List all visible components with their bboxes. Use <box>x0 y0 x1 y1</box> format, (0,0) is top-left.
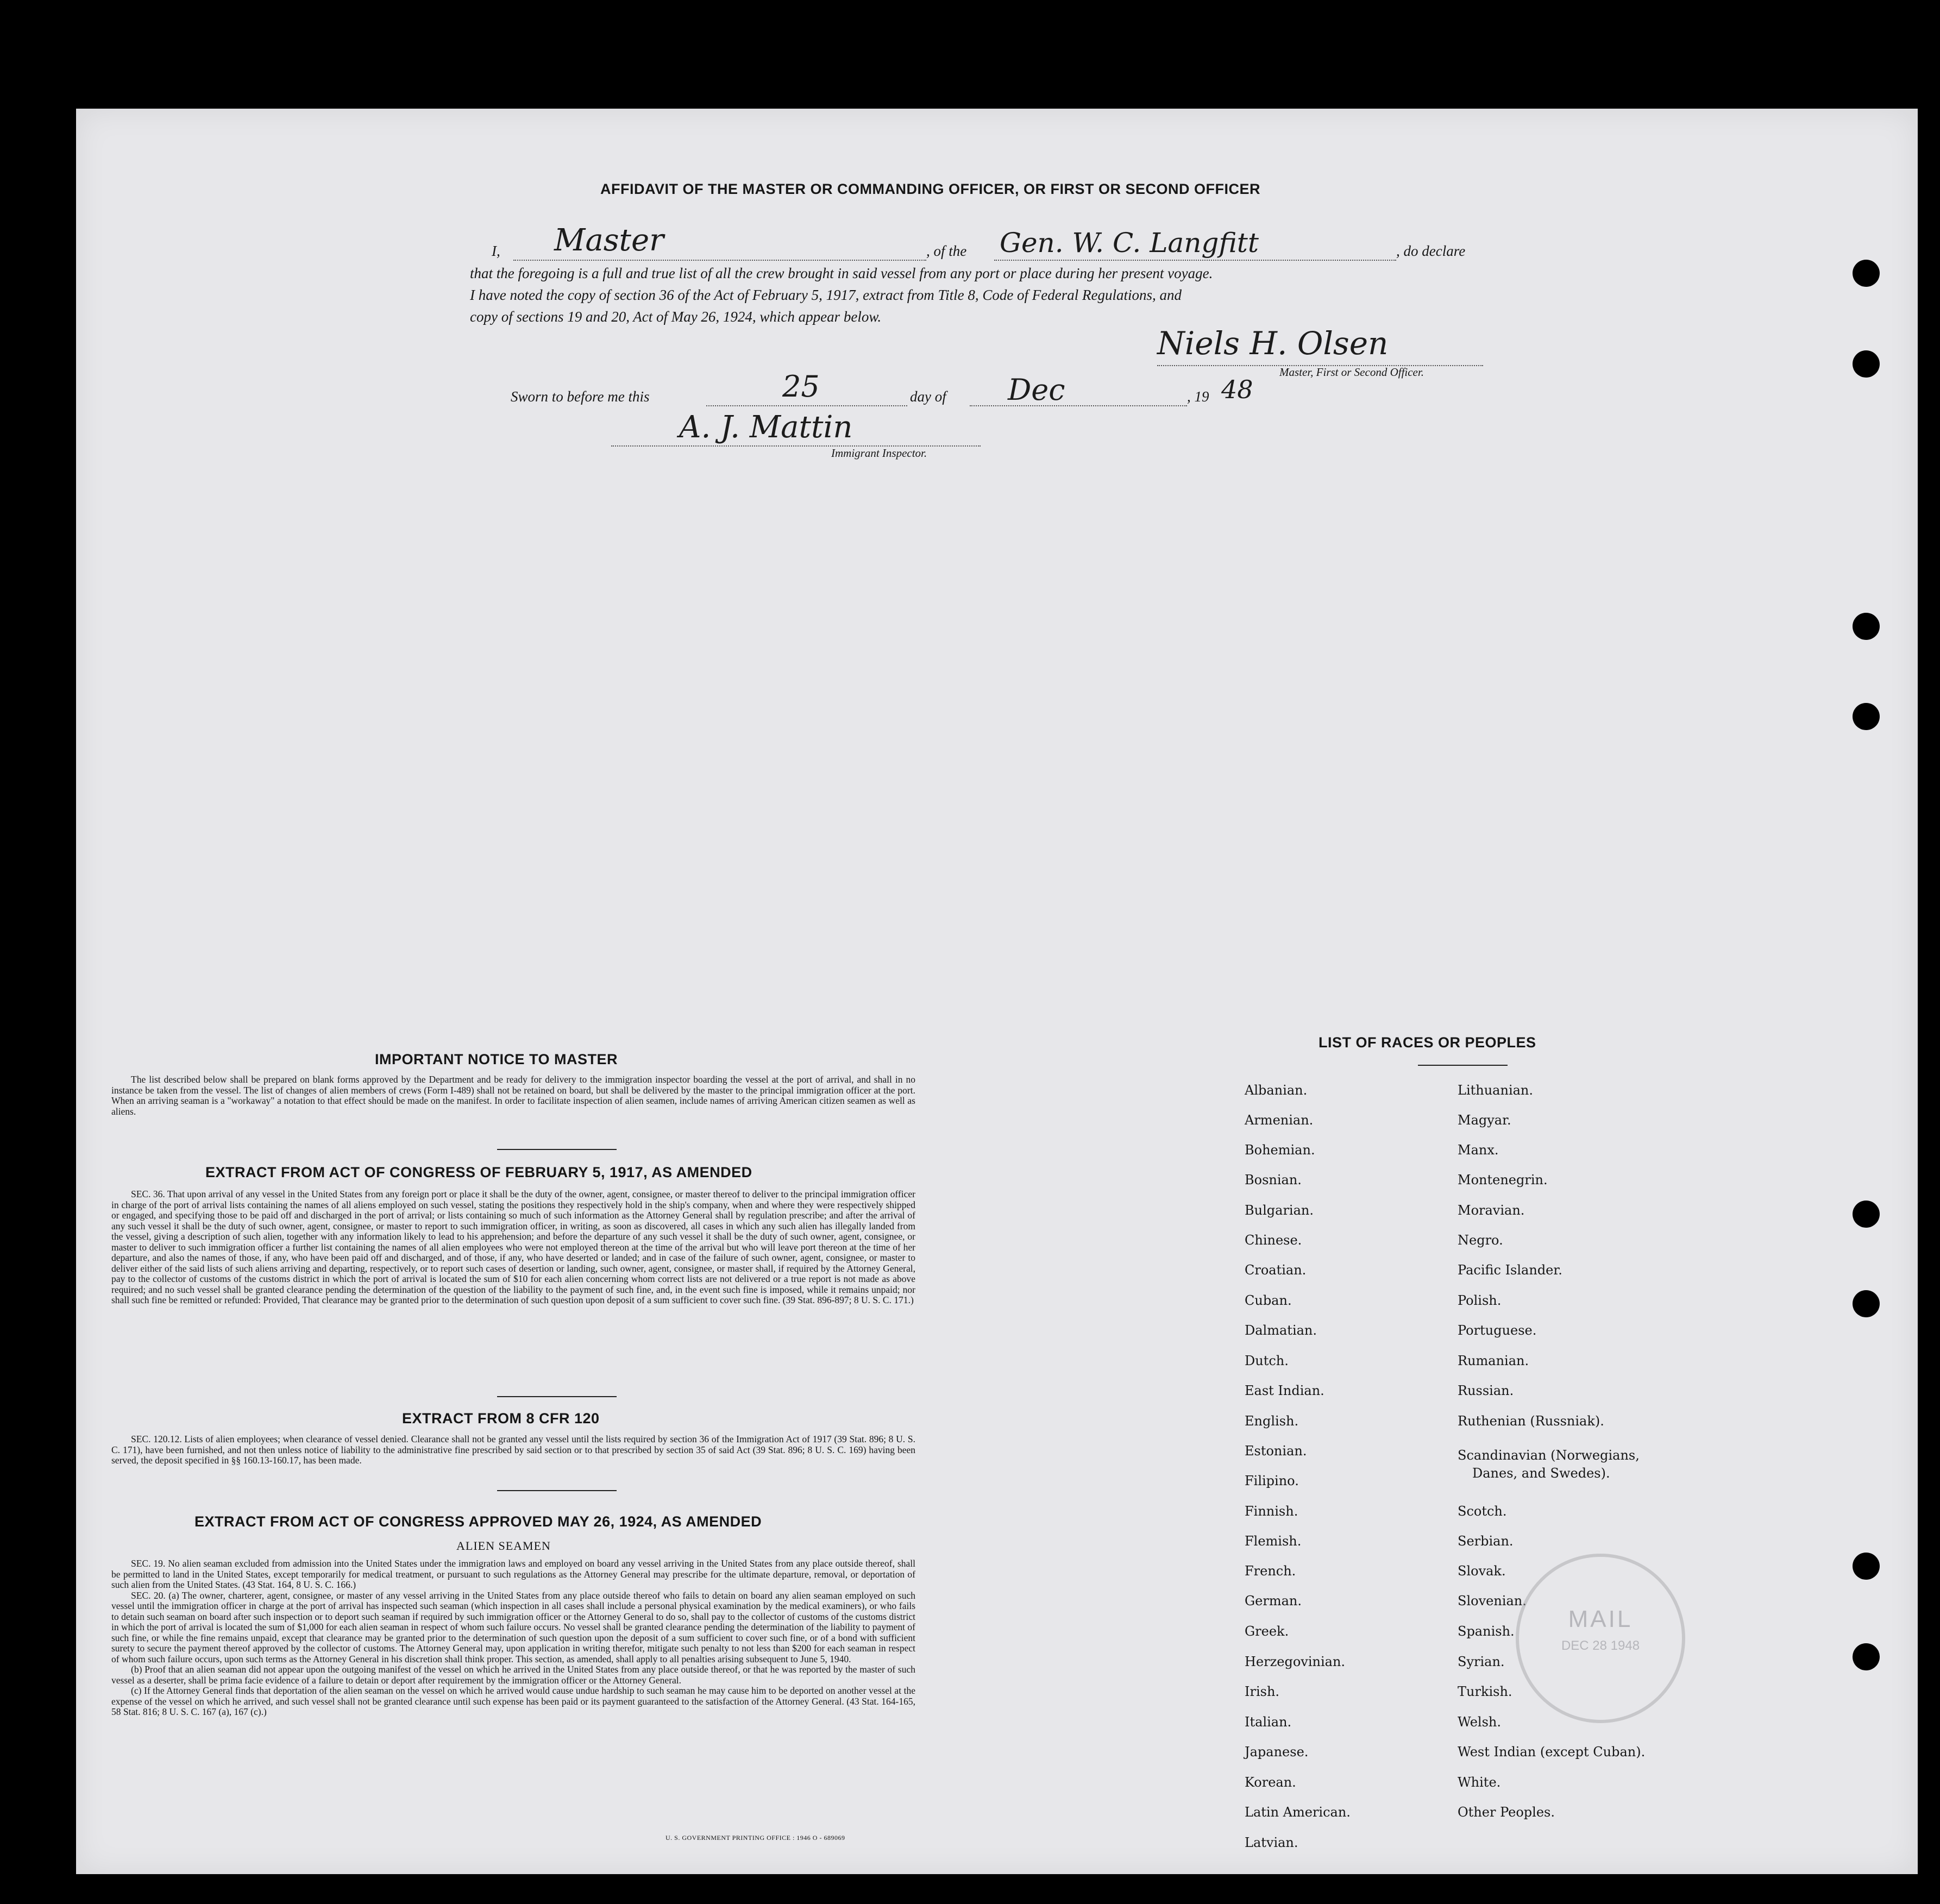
race-item: Filipino. <box>1245 1473 1299 1488</box>
race-item: Syrian. <box>1458 1654 1505 1669</box>
race-item: English. <box>1245 1413 1299 1429</box>
month-field-value: Dec <box>1008 373 1065 407</box>
extract-1917-title: EXTRACT FROM ACT OF CONGRESS OF FEBRUARY 5, 1917, AS AMENDED <box>205 1164 752 1180</box>
section-36-text: SEC. 36. That upon arrival of any vessel in the United States from any foreign port or place it shall be the duty of the owner, agent, consignee, or master thereof to deliver to the principal immigration officer in charge of the port of arrival lists containing the names of all aliens employed on such vessel, stating the positions they respectively hold in the ship's company, when and where they were respectively shipped or engaged, and specifying those to be paid off and discharged in the port of arrival; or lists containing so much of such information as the Attorney General shall by regulation prescribe; and after the arrival of any such vessel it shall be the duty of such owner, agent, consignee, or master to report to such immigration officer, in writing, as soon as discovered, all cases in which any such alien has illegally landed from the vessel, giving a description of such alien, together with any information likely to lead to his apprehension; and before the departure of any such vessel it shall be the duty of such owner, agent, consignee, or master to deliver to such immigration officer a further list containing the names of all alien employees who were not employed thereon at the time of the arrival but who will leave port thereon at the time of her departure, and also the names of those, if any, who have been paid off and discharged, and of those, if any, who have deserted or landed; and in case of the failure of such owner, agent, consignee, or master to deliver either of the said lists of such aliens arriving and departing, respectively, or to report such cases of desertion or landing, such owner, agent, consignee, or master shall, if required by the Attorney General, pay to the collector of customs of the customs district in which the port of arrival is located the sum of $10 for each alien concerning whom correct lists are not delivered or a true report is not made as above required; and no such vessel shall be granted clearance pending the determination of the question of the liability to the payment of such fine, and, in the event such fine is imposed, while it remains unpaid; nor shall such fine be remitted or refunded: Provided, That clearance may be granted prior to the determination of such question upon deposit of a sum sufficient to cover such fine. (39 Stat. 896-897; 8 U. S. C. 171.) <box>111 1189 915 1305</box>
section-19-text: SEC. 19. No alien seaman excluded from admission into the United States under the immigration laws and employed on board any vessel arriving in the United States from any place outside thereof, shall be permitted to land in the United States, except temporarily for medical treatment, or pursuant to such regulations as the Attorney General may prescribe for the ultimate departure, removal, or deportation of such alien from the United States. (43 Stat. 164, 8 U. S. C. 166.) <box>111 1558 915 1590</box>
race-item: Turkish. <box>1458 1684 1512 1699</box>
extract-cfr-title: EXTRACT FROM 8 CFR 120 <box>402 1410 600 1427</box>
divider <box>497 1396 617 1397</box>
race-item: Pacific Islander. <box>1458 1262 1562 1278</box>
punch-hole <box>1853 1201 1880 1228</box>
extract-1924-title: EXTRACT FROM ACT OF CONGRESS APPROVED MAY 26, 1924, AS AMENDED <box>194 1513 762 1530</box>
race-item: Other Peoples. <box>1458 1805 1555 1820</box>
affidavit-title: AFFIDAVIT OF THE MASTER OR COMMANDING OFFICER, OR FIRST OR SECOND OFFICER <box>600 181 1260 197</box>
race-item: Italian. <box>1245 1714 1292 1730</box>
race-item: Russian. <box>1458 1383 1514 1398</box>
declaration-line-2: I have noted the copy of section 36 of the Act of February 5, 1917, extract from Title 8, Code of Federal Regulations, and <box>470 287 1182 303</box>
race-item: Danes, and Swedes). <box>1472 1466 1610 1481</box>
race-item: Dalmatian. <box>1245 1323 1317 1338</box>
race-item: Polish. <box>1458 1293 1502 1308</box>
notice-text: The list described below shall be prepared on blank forms approved by the Department and be ready for delivery to the immigration inspector boarding the vessel at the port of arrival, and shall in no instance be taken from the vessel. The list of changes of alien members of crews (Form I-489) shall not be retained on board, but shall be delivered by the master to the principal immigration officer at the port. When an arriving seaman is a "workaway" a notation to that effect should be made on the manifest. In order to facilitate inspection of alien seamen, include names of arriving American citizen seamen as well as aliens. <box>111 1074 915 1117</box>
race-item: Estonian. <box>1245 1443 1307 1459</box>
divider <box>1418 1065 1508 1066</box>
master-signature: Niels H. Olsen <box>1157 325 1389 362</box>
section-20b-text: (b) Proof that an alien seaman did not appear upon the outgoing manifest of the vessel on which he arrived in the United States from any place outside thereof, or that he was reported by the master of such vessel as a deserter, shall be prima facie evidence of a failure to detain or deport after requirement by the immigration officer or the Attorney General. <box>111 1664 915 1686</box>
section-20a-text: SEC. 20. (a) The owner, charterer, agent, consignee, or master of any vessel arriving in the United States from any place outside thereof who fails to detain on board any alien seaman employed on such vessel until the immigration officer in charge at the port of arrival has inspected such seaman (which inspection in all cases shall include a personal physical examination by the medical examiners), or who fails to detain such seaman on board after such inspection or to deport such seaman if required by such immigration officer or the Attorney General to do so, shall pay to the collector of customs of the customs district in which the port of arrival is located the sum of $1,000 for each alien seaman in respect of whom such failure occurs. No vessel shall be granted clearance pending the determination of the liability to payment of such fine, or while the fine remains unpaid, except that clearance may be granted prior to the determination of such question upon the deposit of a sum sufficient to cover such fine, or of a bond with sufficient surety to secure the payment thereof approved by the collector of customs. The Attorney General may, upon application in writing therefor, mitigate such penalty to not less than $200 for each seaman in respect of whom such failure occurs, upon such terms as the Attorney General in his discretion shall think proper. This section, as amended, shall apply to all penalties arising subsequent to June 5, 1940. <box>111 1589 915 1664</box>
punch-hole <box>1853 260 1880 287</box>
day-field-line <box>706 405 907 406</box>
divider <box>497 1149 617 1150</box>
punch-hole <box>1853 1553 1880 1580</box>
race-item: Latin American. <box>1245 1805 1351 1820</box>
vessel-field-line <box>994 260 1396 261</box>
section-120-text: SEC. 120.12. Lists of alien employees; when clearance of vessel denied. Clearance shall not be granted any vessel until the lists required by section 36 of the Immigration Act of 1917 (39 Stat. 896; 8 U. S. C. 171), have been furnished, and not then unless notice of liability to the administrative fine prescribed by said section or to that prescribed by section 35 of said Act (39 Stat. 896; 8 U. S. C. 169) having been served, the deposit specified in §§ 160.13-160.17, has been made. <box>111 1434 915 1466</box>
month-field-line <box>970 405 1187 406</box>
printer-note: U. S. GOVERNMENT PRINTING OFFICE : 1946 O - 689069 <box>665 1834 845 1842</box>
race-item: Bosnian. <box>1245 1172 1302 1187</box>
race-item: Korean. <box>1245 1775 1296 1790</box>
year-prefix: , 19 <box>1187 388 1209 405</box>
race-item: Finnish. <box>1245 1504 1298 1519</box>
sworn-label: Sworn to before me this <box>511 388 650 405</box>
race-item: Portuguese. <box>1458 1323 1537 1338</box>
race-item: Scandinavian (Norwegians, <box>1458 1448 1640 1463</box>
race-item: Irish. <box>1245 1684 1280 1699</box>
alien-seamen-subtitle: ALIEN SEAMEN <box>456 1539 551 1553</box>
do-declare-label: , do declare <box>1396 243 1466 259</box>
race-item: Montenegrin. <box>1458 1172 1548 1187</box>
race-item: Bohemian. <box>1245 1142 1315 1158</box>
day-field-value: 25 <box>782 369 820 404</box>
year-field-value: 48 <box>1221 375 1253 404</box>
races-title: LIST OF RACES OR PEOPLES <box>1319 1034 1536 1051</box>
race-item: Manx. <box>1458 1142 1499 1158</box>
day-of-label: day of <box>910 388 946 405</box>
punch-hole <box>1853 1643 1880 1670</box>
vessel-field-value: Gen. W. C. Langfitt <box>1000 227 1259 259</box>
extract-1924-body <box>111 1559 915 1718</box>
declaration-line-3: copy of sections 19 and 20, Act of May 26, 1924, which appear below. <box>470 309 882 325</box>
race-item: West Indian (except Cuban). <box>1458 1744 1646 1760</box>
punch-hole <box>1853 1290 1880 1317</box>
punch-hole <box>1853 703 1880 730</box>
race-item: Negro. <box>1458 1233 1503 1248</box>
race-item: Spanish. <box>1458 1624 1515 1639</box>
race-item: White. <box>1458 1775 1501 1790</box>
race-item: Croatian. <box>1245 1262 1307 1278</box>
affidavit-i-label: I, <box>492 243 500 259</box>
race-item: Rumanian. <box>1458 1353 1529 1368</box>
master-field-value: Master <box>554 223 664 258</box>
extract-1917-body <box>111 1189 915 1306</box>
signature-caption: Master, First or Second Officer. <box>1279 366 1424 379</box>
race-item: Latvian. <box>1245 1835 1298 1850</box>
race-item: Herzegovinian. <box>1245 1654 1346 1669</box>
race-item: Ruthenian (Russniak). <box>1458 1413 1604 1429</box>
race-item: East Indian. <box>1245 1383 1324 1398</box>
race-item: German. <box>1245 1593 1302 1608</box>
section-20c-text: (c) If the Attorney General finds that deportation of the alien seaman on the vessel on which he arrived would cause undue hardship to such seaman he may cause him to be deported on another vessel at the expense of the vessel on which he arrived, and such vessel shall not be granted clearance until such expense has been paid or its payment guaranteed to the satisfaction of the Attorney General. (43 Stat. 164-165, 58 Stat. 816; 8 U. S. C. 167 (a), 167 (c).) <box>111 1685 915 1717</box>
divider <box>497 1490 617 1491</box>
race-item: Slovenian. <box>1458 1593 1527 1608</box>
race-item: Welsh. <box>1458 1714 1501 1730</box>
race-item: Slovak. <box>1458 1563 1506 1579</box>
race-item: Flemish. <box>1245 1534 1302 1549</box>
postmark-stamp <box>1516 1554 1685 1723</box>
race-item: Chinese. <box>1245 1233 1302 1248</box>
punch-hole <box>1853 613 1880 640</box>
race-item: Cuban. <box>1245 1293 1292 1308</box>
race-item: French. <box>1245 1563 1296 1579</box>
race-item: Lithuanian. <box>1458 1083 1534 1098</box>
extract-cfr-body <box>111 1434 915 1466</box>
race-item: Serbian. <box>1458 1534 1514 1549</box>
race-item: Armenian. <box>1245 1113 1314 1128</box>
race-item: Albanian. <box>1245 1083 1308 1098</box>
master-field-line <box>513 260 926 261</box>
declaration-line-1: that the foregoing is a full and true list of all the crew brought in said vessel from any port or place during her present voyage. <box>470 265 1213 281</box>
notice-title: IMPORTANT NOTICE TO MASTER <box>375 1051 618 1067</box>
race-item: Dutch. <box>1245 1353 1289 1368</box>
race-item: Bulgarian. <box>1245 1203 1314 1218</box>
race-item: Japanese. <box>1245 1744 1309 1760</box>
inspector-signature: A. J. Mattin <box>679 410 853 445</box>
of-the-label: , of the <box>926 243 967 259</box>
race-item: Magyar. <box>1458 1113 1511 1128</box>
stamp-text: MAIL <box>1568 1606 1633 1632</box>
punch-hole <box>1853 350 1880 378</box>
race-item: Scotch. <box>1458 1504 1507 1519</box>
race-item: Moravian. <box>1458 1203 1525 1218</box>
stamp-date: DEC 28 1948 <box>1561 1638 1640 1653</box>
inspector-caption: Immigrant Inspector. <box>831 447 927 460</box>
race-item: Greek. <box>1245 1624 1289 1639</box>
notice-body <box>111 1074 915 1117</box>
